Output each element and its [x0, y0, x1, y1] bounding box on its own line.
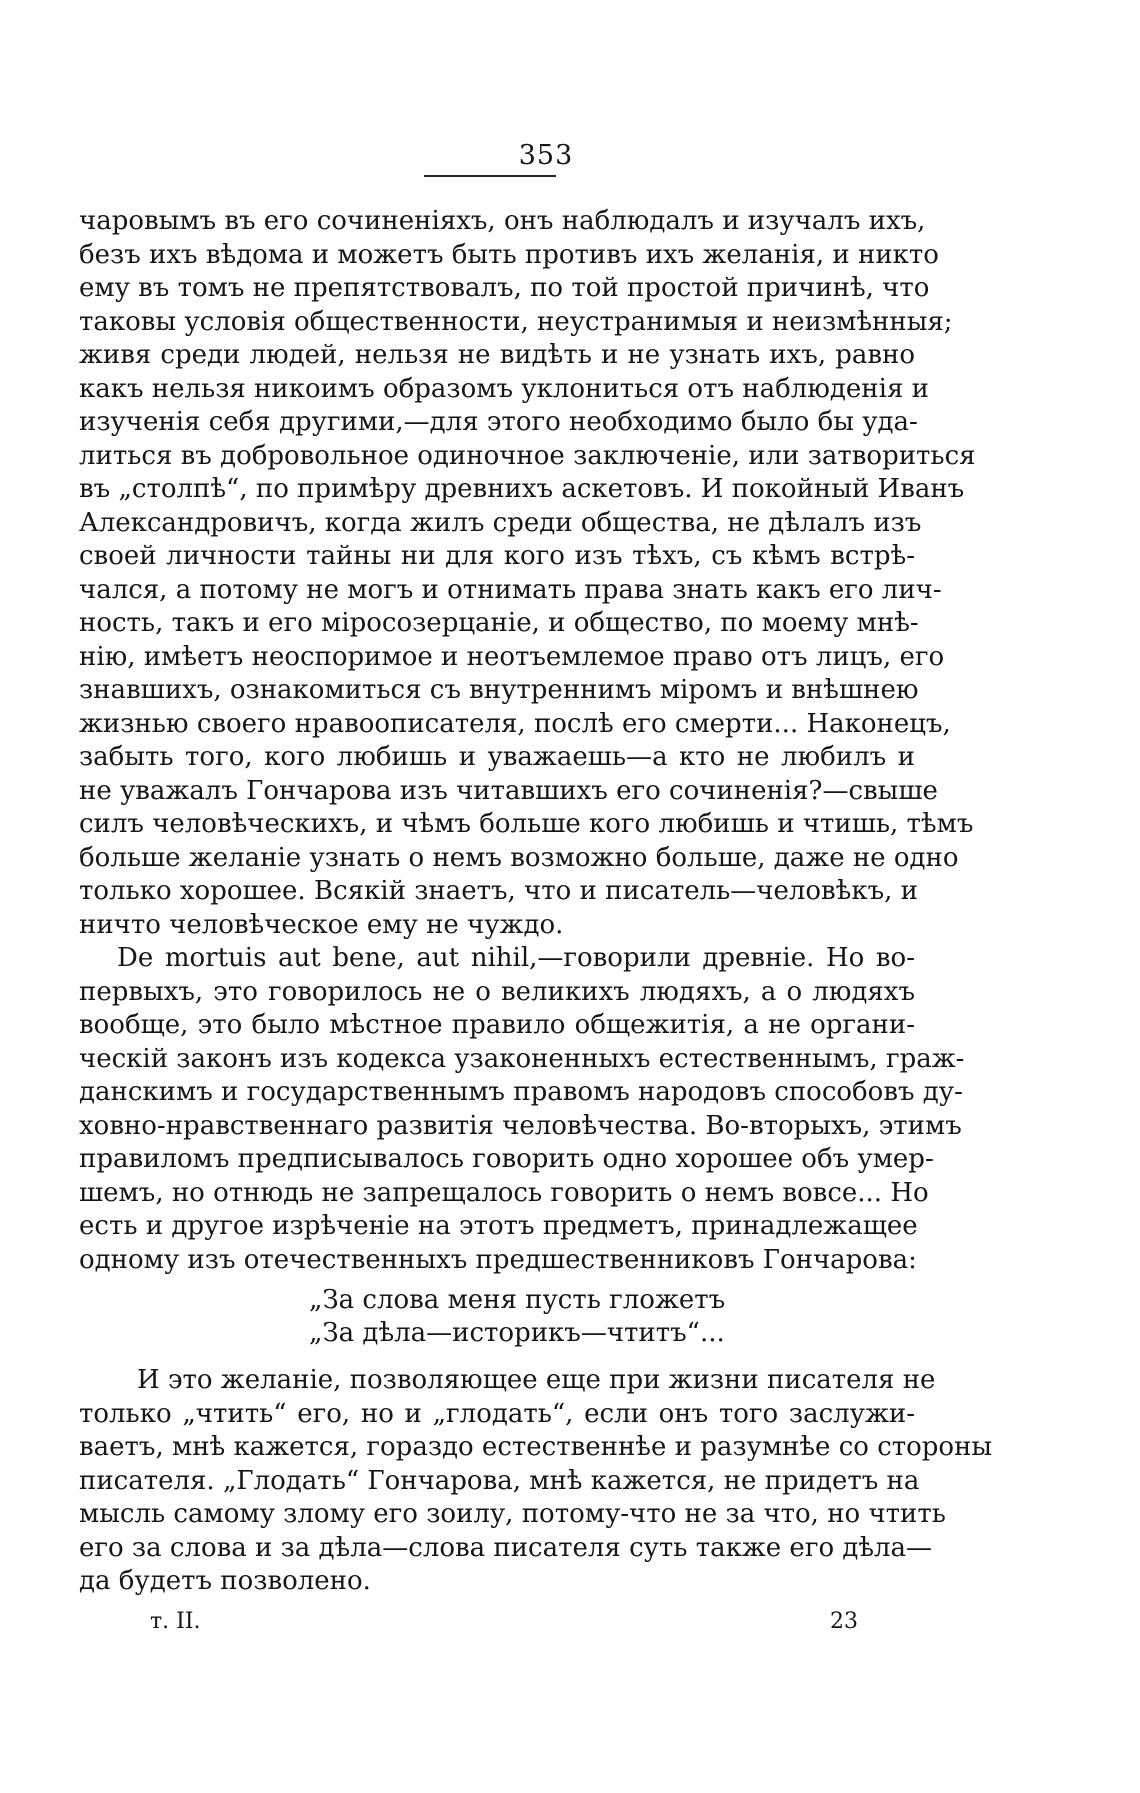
- text-line: только „чтить“ его, но и „глодать“, если онъ того заслужи-: [79, 1398, 915, 1429]
- header-rule: [424, 175, 556, 177]
- text-line: ему въ томъ не препятствовалъ, по той простой причинѣ, что: [79, 273, 930, 303]
- text-line: въ „столпѣ“, по примѣру древнихъ аскетовъ. И покойный Иванъ: [79, 474, 965, 504]
- text-line: ваетъ, мнѣ кажется, гораздо естественнѣе и разумнѣе со стороны: [79, 1432, 993, 1462]
- text-line: ничто человѣческое ему не чуждо.: [79, 909, 564, 940]
- text-line: своей личности тайны ни для кого изъ тѣхъ, съ кѣмъ встрѣ-: [79, 541, 915, 571]
- text-line: не уважалъ Гончарова изъ читавшихъ его сочиненія?—свыше: [79, 775, 938, 806]
- text-line: таковы условія общественности, неустранимыя и неизмѣнныя;: [79, 306, 953, 337]
- text-line: De mortuis aut bene, aut nihil,—говорили древніе. Но во-: [117, 943, 915, 973]
- page-number-text: 353: [518, 140, 574, 171]
- text-line: Александровичъ, когда жилъ среди общества, не дѣлалъ изъ: [79, 507, 922, 538]
- text-line: чался, а потому не могъ и отнимать права знать какъ его лич-: [79, 574, 942, 605]
- text-line: ность, такъ и его міросозерцаніе, и общество, по моему мнѣ-: [79, 608, 919, 638]
- verse-line: „За дѣла—историкъ—чтитъ“...: [309, 1318, 725, 1348]
- verse-quote: [309, 1284, 725, 1350]
- text-line: жизнью своего нравоописателя, послѣ его смерти... Наконецъ,: [79, 708, 951, 739]
- text-line: шемъ, но отнюдь не запрещалось говорить о немъ вовсе... Но: [79, 1177, 929, 1208]
- text-line: знавшихъ, ознакомиться съ внутреннимъ міромъ и внѣшнею: [79, 675, 919, 705]
- text-line: какъ нельзя никоимъ образомъ уклониться отъ наблюденія и: [79, 373, 929, 404]
- text-line: безъ ихъ вѣдома и можетъ быть противъ ихъ желанія, и никто: [79, 239, 939, 270]
- text-line: первыхъ, это говорилось не о великихъ людяхъ, а о людяхъ: [79, 976, 915, 1007]
- text-line: изученія себя другими,—для этого необходимо было бы уда-: [79, 407, 918, 437]
- verse-line: „За слова меня пусть гложетъ: [309, 1285, 726, 1315]
- text-line: одному изъ отечественныхъ предшественниковъ Гончарова:: [79, 1244, 917, 1275]
- text-line: только хорошее. Всякій знаетъ, что и писатель—человѣкъ, и: [79, 876, 919, 906]
- text-line: правиломъ предписывалось говорить одно хорошее объ умер-: [79, 1144, 934, 1174]
- text-line: ческій законъ изъ кодекса узаконенныхъ естественнымъ, граж-: [79, 1043, 965, 1074]
- text-line: нію, имѣетъ неоспоримое и неотъемлемое право отъ лицъ, его: [79, 641, 945, 672]
- text-line: ховно-нравственнаго развитія человѣчества. Во-вторыхъ, этимъ: [79, 1110, 962, 1141]
- volume-signature: т. II.: [150, 1609, 201, 1634]
- paragraph-2: [79, 942, 965, 1277]
- text-line: живя среди людей, нельзя не видѣть и не узнать ихъ, равно: [79, 340, 915, 370]
- text-line: его за слова и за дѣла—слова писателя суть также его дѣла—: [79, 1532, 933, 1563]
- text-line: есть и другое изрѣченіе на этотъ предметъ, принадлежащее: [79, 1211, 918, 1241]
- paragraph-3: [79, 1364, 993, 1599]
- text-line: больше желаніе узнать о немъ возможно больше, даже не одно: [79, 842, 959, 873]
- text-line: забыть того, кого любишь и уважаешь—а кто не любилъ и: [79, 742, 915, 772]
- signature-number: 23: [830, 1609, 858, 1634]
- text-line: данскимъ и государственнымъ правомъ народовъ способовъ ду-: [79, 1077, 963, 1107]
- paragraph-1: [79, 205, 976, 942]
- text-line: писателя. „Глодать“ Гончарова, мнѣ кажется, не придетъ на: [79, 1465, 920, 1496]
- text-line: да будетъ позволено.: [79, 1566, 371, 1596]
- text-line: вообще, это было мѣстное правило общежитія, а не органи-: [79, 1010, 915, 1040]
- main-text-block: [79, 205, 976, 1277]
- text-line: силъ человѣческихъ, и чѣмъ больше кого любишь и чтишь, тѣмъ: [79, 809, 974, 839]
- text-line: чаровымъ въ его сочиненіяхъ, онъ наблюдалъ и изучалъ ихъ,: [79, 206, 926, 236]
- text-line: литься въ добровольное одиночное заключеніе, или затвориться: [79, 440, 976, 471]
- text-line: мысль самому злому его зоилу, потому-что не за что, но чтить: [79, 1499, 946, 1529]
- page-number: [0, 140, 1092, 175]
- text-line: И это желаніе, позволяющее еще при жизни писателя не: [137, 1365, 936, 1395]
